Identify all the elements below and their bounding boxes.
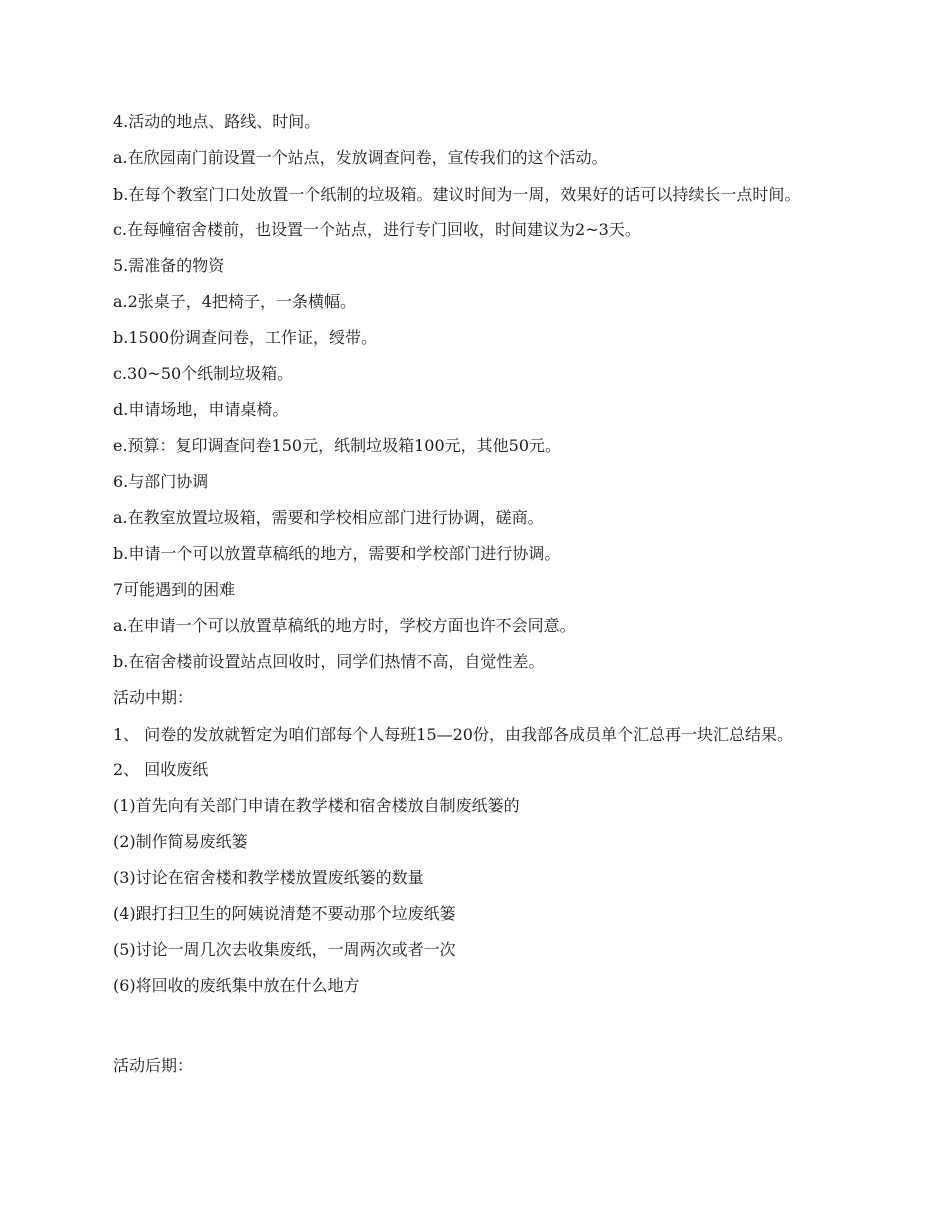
list-item: (4)跟打扫卫生的阿姨说清楚不要动那个垃废纸篓 bbox=[113, 904, 456, 923]
paragraph: a.2张桌子，4把椅子，一条横幅。 bbox=[113, 292, 356, 311]
paragraph: a.在欣园南门前设置一个站点，发放调查问卷，宣传我们的这个活动。 bbox=[113, 148, 608, 167]
paragraph: b.在宿舍楼前设置站点回收时，同学们热情不高，自觉性差。 bbox=[113, 652, 545, 671]
paragraph: e.预算：复印调查问卷150元，纸制垃圾箱100元，其他50元。 bbox=[113, 436, 561, 455]
list-item: (6)将回收的废纸集中放在什么地方 bbox=[113, 976, 360, 995]
section-heading-materials: 5.需准备的物资 bbox=[113, 256, 225, 275]
paragraph: 2、 回收废纸 bbox=[113, 760, 209, 779]
paragraph: 1、 问卷的发放就暂定为咱们部每个人每班15—20份，由我部各成员单个汇总再一块汇总结果。 bbox=[113, 725, 793, 744]
paragraph: a.在申请一个可以放置草稿纸的地方时，学校方面也许不会同意。 bbox=[113, 616, 576, 635]
list-item: (1)首先向有关部门申请在教学楼和宿舍楼放自制废纸篓的 bbox=[113, 796, 520, 815]
paragraph: a.在教室放置垃圾箱，需要和学校相应部门进行协调，磋商。 bbox=[113, 508, 544, 527]
list-item: (3)讨论在宿舍楼和教学楼放置废纸篓的数量 bbox=[113, 868, 424, 887]
section-heading-coordination: 6.与部门协调 bbox=[113, 472, 209, 491]
paragraph: d.申请场地，申请桌椅。 bbox=[113, 400, 289, 419]
paragraph: c.在每幢宿舍楼前，也设置一个站点，进行专门回收，时间建议为2~3天。 bbox=[113, 220, 641, 239]
paragraph: b.在每个教室门口处放置一个纸制的垃圾箱。建议时间为一周，效果好的话可以持续长一点时间。 bbox=[113, 185, 801, 204]
list-item: (2)制作简易废纸篓 bbox=[113, 832, 248, 851]
section-heading-late-phase: 活动后期： bbox=[113, 1056, 194, 1075]
paragraph: b.申请一个可以放置草稿纸的地方，需要和学校部门进行协调。 bbox=[113, 544, 561, 563]
section-heading-difficulties: 7可能遇到的困难 bbox=[113, 580, 236, 599]
paragraph: c.30~50个纸制垃圾箱。 bbox=[113, 364, 294, 383]
section-heading-location: 4.活动的地点、路线、时间。 bbox=[113, 112, 321, 131]
section-heading-middle-phase: 活动中期： bbox=[113, 688, 194, 707]
list-item: (5)讨论一周几次去收集废纸，一周两次或者一次 bbox=[113, 940, 456, 959]
paragraph: b.1500份调查问卷，工作证，绶带。 bbox=[113, 328, 378, 347]
